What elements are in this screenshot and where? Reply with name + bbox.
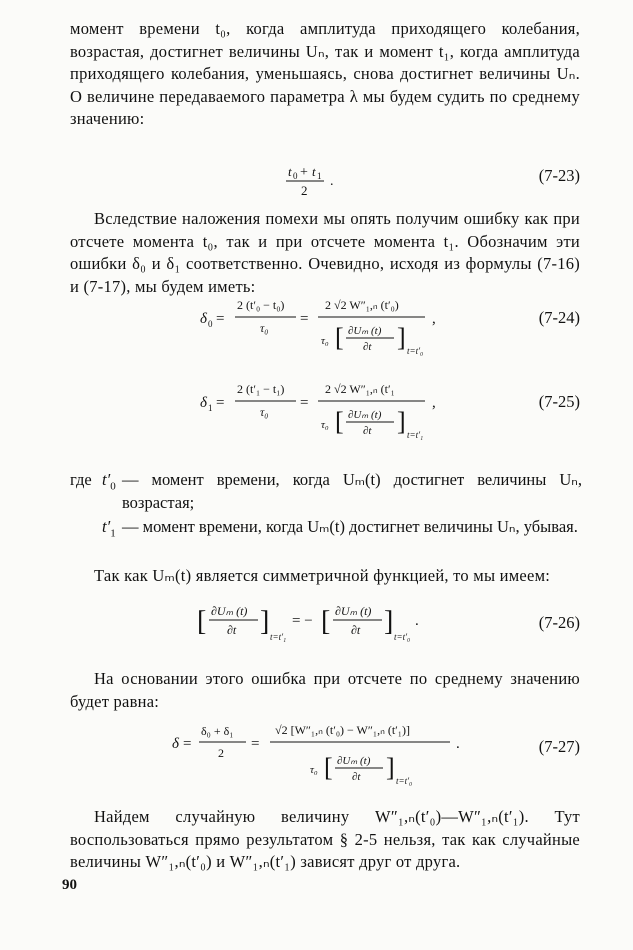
where-t0-symbol: $t'_0$	[102, 470, 116, 493]
page-number: 90	[62, 877, 77, 893]
svg-text:2 √2 W″₁,ₙ (t′₁: 2 √2 W″₁,ₙ (t′₁	[325, 382, 395, 396]
svg-text:+: +	[300, 165, 308, 180]
svg-text:∂Uₘ (t): ∂Uₘ (t)	[337, 755, 371, 767]
where-t1-description: — момент времени, когда Uₘ(t) достигнет величины Uₙ, убывая.	[122, 517, 578, 536]
svg-text:1: 1	[208, 403, 213, 413]
svg-text:.: .	[415, 613, 419, 629]
equation-7-25	[70, 376, 580, 446]
svg-text:]: ]	[397, 323, 406, 352]
svg-text:1: 1	[317, 171, 322, 181]
svg-text:=: =	[216, 311, 225, 327]
svg-text:∂t: ∂t	[227, 623, 237, 637]
svg-text:∂Uₘ (t): ∂Uₘ (t)	[348, 409, 382, 421]
svg-text:[: [	[197, 606, 207, 637]
paragraph-5	[70, 806, 580, 874]
equation-7-24-formula	[70, 292, 580, 362]
svg-text:0: 0	[208, 319, 213, 329]
svg-text:τ₀: τ₀	[260, 405, 269, 419]
svg-text:.: .	[456, 736, 460, 752]
equation-number-7-26: (7-26)	[538, 613, 580, 632]
paragraph-4	[70, 668, 580, 713]
svg-text:,: ,	[432, 395, 436, 411]
svg-text:τ₀: τ₀	[321, 419, 329, 431]
svg-text:0: 0	[293, 171, 298, 181]
equation-7-25-formula	[70, 376, 580, 446]
paragraph-2	[70, 208, 580, 298]
svg-text:∂Uₘ (t): ∂Uₘ (t)	[211, 604, 248, 618]
svg-text:δ₀ + δ₁: δ₀ + δ₁	[201, 724, 234, 738]
where-lead: где	[70, 470, 92, 489]
svg-text:.: .	[330, 174, 334, 189]
equation-number-7-24: (7-24)	[538, 308, 580, 327]
where-t0-description: — момент времени, когда Uₘ(t) достигнет величины Uₙ, возрастая;	[122, 470, 582, 512]
equation-7-23	[70, 162, 580, 202]
svg-text:]: ]	[386, 753, 395, 782]
svg-text:=: =	[300, 395, 309, 411]
equation-7-26	[70, 596, 580, 652]
svg-text:√2 [W″₁,ₙ (t′₀) − W″₁,ₙ (t′₁)]: √2 [W″₁,ₙ (t′₀) − W″₁,ₙ (t′₁)]	[275, 723, 410, 737]
svg-text:∂Uₘ (t): ∂Uₘ (t)	[335, 604, 372, 618]
svg-text:,: ,	[432, 311, 436, 327]
equation-7-24	[70, 292, 580, 362]
svg-text:=: =	[183, 736, 192, 752]
svg-text:2 (t′₁ − t₁): 2 (t′₁ − t₁)	[237, 382, 285, 396]
svg-text:t=t′₀: t=t′₀	[407, 346, 424, 356]
paragraph-2-text: Вследствие наложения помехи мы опять получим ошибку как при отсчете момента t₀, так и при отсчете момента t₁. Обозначим эти ошибки δ₀ и δ₁ соответственно. Очевидно, исходя из формулы (7-16) и (7-17), мы будем иметь:	[70, 209, 580, 296]
svg-text:t=t′₀: t=t′₀	[394, 632, 411, 642]
paragraph-4-text: На основании этого ошибка при отсчете по среднему значению будет равна:	[70, 669, 580, 711]
paragraph-3	[70, 565, 580, 588]
svg-text:∂t: ∂t	[352, 771, 361, 783]
where-t1-symbol: $t'_1$	[102, 517, 116, 540]
equation-number-7-25: (7-25)	[538, 392, 580, 411]
svg-text:∂Uₘ (t): ∂Uₘ (t)	[348, 325, 382, 337]
svg-text:]: ]	[260, 606, 270, 637]
svg-text:δ: δ	[200, 311, 207, 327]
equation-7-23-formula	[70, 162, 580, 202]
svg-text:δ: δ	[200, 395, 207, 411]
svg-text:τ₀: τ₀	[310, 764, 318, 776]
svg-text:t: t	[312, 164, 316, 179]
svg-text:t=t′₁: t=t′₁	[270, 632, 287, 642]
equation-7-27	[70, 717, 580, 795]
svg-text:∂t: ∂t	[363, 425, 372, 437]
svg-text:2: 2	[218, 746, 224, 760]
equation-number-7-27: (7-27)	[538, 737, 580, 756]
svg-text:=: =	[300, 311, 309, 327]
svg-text:]: ]	[397, 407, 406, 436]
equation-number-7-23: (7-23)	[538, 166, 580, 185]
svg-text:τ₀: τ₀	[260, 321, 269, 335]
svg-text:∂t: ∂t	[351, 623, 361, 637]
svg-text:= −: = −	[292, 613, 313, 629]
svg-text:=: =	[216, 395, 225, 411]
svg-text:2 √2 W″₁,ₙ (t′₀): 2 √2 W″₁,ₙ (t′₀)	[325, 298, 399, 312]
svg-text:[: [	[335, 323, 344, 352]
svg-text:2: 2	[301, 183, 308, 198]
equation-7-27-formula	[70, 717, 580, 795]
paragraph-5-text: Найдем случайную величину W″₁,ₙ(t′₀)—W″₁,ₙ(t′₁). Тут воспользоваться прямо результатом § 2-5 нельзя, так как случайные величины W″₁,ₙ(t′₀) и W″₁,ₙ(t′₁) зависят друг от друга.	[70, 807, 580, 871]
svg-text:t=t′₁: t=t′₁	[407, 430, 424, 440]
paragraph-3-text: Так как Uₘ(t) является симметричной функцией, то мы имеем:	[94, 566, 551, 585]
svg-text:δ: δ	[172, 736, 179, 752]
svg-text:=: =	[251, 736, 260, 752]
svg-text:t: t	[288, 164, 292, 179]
svg-text:]: ]	[384, 606, 394, 637]
svg-text:τ₀: τ₀	[321, 335, 329, 347]
equation-7-26-formula	[70, 596, 580, 652]
svg-text:∂t: ∂t	[363, 341, 372, 353]
svg-text:[: [	[335, 407, 344, 436]
svg-text:[: [	[324, 753, 333, 782]
svg-text:[: [	[321, 606, 331, 637]
svg-text:2 (t′₀ − t₀): 2 (t′₀ − t₀)	[237, 298, 285, 312]
svg-text:t=t′₀: t=t′₀	[396, 776, 413, 786]
paragraph-1	[70, 18, 580, 131]
paragraph-1-text: момент времени t₀, когда амплитуда приходящего колебания, возрастая, достигнет величины Uₙ, так и момент t₁, когда амплитуда приходящего колебания, уменьшаясь, снова достигнет величины Uₙ. О величине передаваемого параметра λ мы будем судить по среднему значению:	[70, 19, 580, 128]
